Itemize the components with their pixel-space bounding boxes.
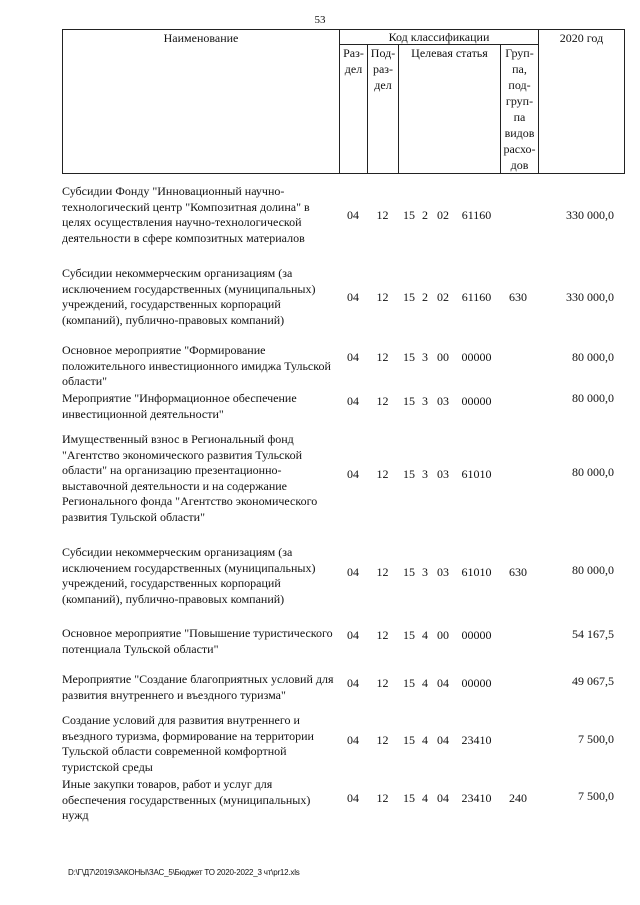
file-path-footer: D:\Г\Д7\2019\ЗАКОНЫ\ЗАС_5\Бюджет ТО 2020-2022_3 чт\pr12.xls [68, 868, 300, 877]
row-cs-event: 02 [437, 290, 449, 304]
header-code-group: Код классификации [340, 30, 539, 45]
row-cs-subprogram: 3 [422, 467, 428, 481]
header-celevaya-statya: Целевая статья [399, 45, 501, 174]
row-amount: 80 000,0 [572, 465, 614, 479]
table-row [62, 184, 622, 248]
row-razdel: 04 [347, 290, 359, 304]
row-cs-subprogram: 4 [422, 676, 428, 690]
row-cs-subprogram: 3 [422, 565, 428, 579]
row-name: Основное мероприятие "Формирование положительного инвестиционного имиджа Тульской области" [62, 343, 331, 389]
row-name: Субсидии некоммерческим организациям (за исключением государственных (муниципальных) учреждений, государственных корпораций (компаний), публично-правовых компаний) [62, 266, 316, 327]
row-amount: 7 500,0 [578, 732, 614, 746]
row-cs-direction: 00000 [461, 628, 492, 642]
row-cs-subprogram: 4 [422, 628, 428, 642]
row-amount: 54 167,5 [572, 627, 614, 641]
row-cs-direction: 00000 [461, 350, 492, 364]
row-razdel: 04 [347, 394, 359, 408]
row-razdel: 04 [347, 208, 359, 222]
row-podrazdel: 12 [376, 467, 389, 481]
row-cs-direction: 61010 [461, 467, 492, 481]
row-cs-direction: 23410 [461, 733, 492, 747]
row-name: Мероприятие "Информационное обеспечение инвестиционной деятельности" [62, 391, 297, 421]
row-cs-subprogram: 3 [422, 350, 428, 364]
row-cs-event: 03 [437, 467, 449, 481]
row-podrazdel: 12 [376, 394, 389, 408]
row-podrazdel: 12 [376, 733, 389, 747]
row-cs-subprogram: 2 [422, 290, 428, 304]
row-razdel: 04 [347, 350, 359, 364]
row-vid-rashodov: 630 [509, 290, 527, 304]
row-name: Основное мероприятие "Повышение туристического потенциала Тульской области" [62, 626, 333, 656]
table-row [62, 391, 622, 423]
row-razdel: 04 [347, 565, 359, 579]
row-cs-direction: 23410 [461, 791, 492, 805]
header-razdel: Раз- дел [340, 45, 368, 174]
row-cs-event: 00 [437, 350, 449, 364]
row-name: Создание условий для развития внутреннего и въездного туризма, формирование на территории Тульской области современной комфортной туристской среды [62, 713, 314, 774]
row-cs-direction: 00000 [461, 676, 492, 690]
header-name: Наименование [63, 30, 340, 174]
row-vid-rashodov: 630 [509, 565, 527, 579]
row-podrazdel: 12 [376, 565, 389, 579]
row-cs-program: 15 [403, 394, 415, 408]
row-podrazdel: 12 [376, 676, 389, 690]
row-razdel: 04 [347, 467, 359, 481]
row-podrazdel: 12 [376, 350, 389, 364]
row-cs-program: 15 [403, 290, 415, 304]
row-cs-event: 04 [437, 791, 449, 805]
row-podrazdel: 12 [376, 628, 389, 642]
row-razdel: 04 [347, 791, 359, 805]
page-number: 53 [314, 14, 326, 26]
table-row [62, 672, 622, 704]
table-row [62, 545, 622, 609]
row-amount: 7 500,0 [578, 789, 614, 803]
row-amount: 80 000,0 [572, 563, 614, 577]
row-amount: 330 000,0 [566, 290, 614, 304]
row-podrazdel: 12 [376, 791, 389, 805]
row-name: Иные закупки товаров, работ и услуг для обеспечения государственных (муниципальных) нужд [62, 777, 311, 823]
row-cs-direction: 61010 [461, 565, 492, 579]
row-cs-program: 15 [403, 565, 415, 579]
row-podrazdel: 12 [376, 290, 389, 304]
row-cs-program: 15 [403, 676, 415, 690]
row-cs-event: 04 [437, 733, 449, 747]
row-amount: 80 000,0 [572, 350, 614, 364]
row-razdel: 04 [347, 676, 359, 690]
table-row [62, 343, 622, 391]
row-cs-direction: 00000 [461, 394, 492, 408]
header-podrazdel: Под- раз- дел [368, 45, 399, 174]
row-cs-program: 15 [403, 208, 415, 222]
row-vid-rashodov: 240 [509, 791, 527, 805]
table-row [62, 777, 622, 825]
row-cs-subprogram: 4 [422, 791, 428, 805]
row-cs-event: 03 [437, 394, 449, 408]
row-podrazdel: 12 [376, 208, 389, 222]
row-cs-direction: 61160 [461, 290, 492, 304]
row-razdel: 04 [347, 733, 359, 747]
row-cs-direction: 61160 [461, 208, 492, 222]
header-year: 2020 год [539, 30, 625, 174]
row-razdel: 04 [347, 628, 359, 642]
row-amount: 330 000,0 [566, 208, 614, 222]
row-cs-subprogram: 3 [422, 394, 428, 408]
row-amount: 80 000,0 [572, 391, 614, 405]
table-row [62, 626, 622, 658]
table-row [62, 713, 622, 777]
row-amount: 49 067,5 [572, 674, 614, 688]
row-cs-program: 15 [403, 791, 415, 805]
row-cs-event: 02 [437, 208, 449, 222]
header-gruppa-vidov-rashodov: Груп- па, под- груп- па видов расхо- дов [501, 45, 539, 174]
table-row [62, 432, 622, 528]
table-row [62, 266, 622, 330]
row-name: Субсидии Фонду "Инновационный научно-технологический центр "Композитная долина" в целях осуществления научно-технологической деятельности в сфере композитных материалов [62, 184, 310, 245]
row-cs-program: 15 [403, 467, 415, 481]
row-cs-subprogram: 4 [422, 733, 428, 747]
row-name: Субсидии некоммерческим организациям (за исключением государственных (муниципальных) учреждений, государственных корпораций (компаний), публично-правовых компаний) [62, 545, 316, 606]
row-cs-event: 04 [437, 676, 449, 690]
row-cs-event: 03 [437, 565, 449, 579]
row-cs-program: 15 [403, 350, 415, 364]
row-cs-program: 15 [403, 733, 415, 747]
row-name: Мероприятие "Создание благоприятных условий для развития внутреннего и въездного туризма" [62, 672, 334, 702]
row-cs-event: 00 [437, 628, 449, 642]
row-cs-program: 15 [403, 628, 415, 642]
row-cs-subprogram: 2 [422, 208, 428, 222]
row-name: Имущественный взнос в Региональный фонд "Агентство экономического развития Тульской области" на организацию презентационно-выставочной деятельности и на содержание Регионального фонда "Агентство экономического развития Тульской области" [62, 432, 318, 524]
table-header [62, 29, 625, 174]
